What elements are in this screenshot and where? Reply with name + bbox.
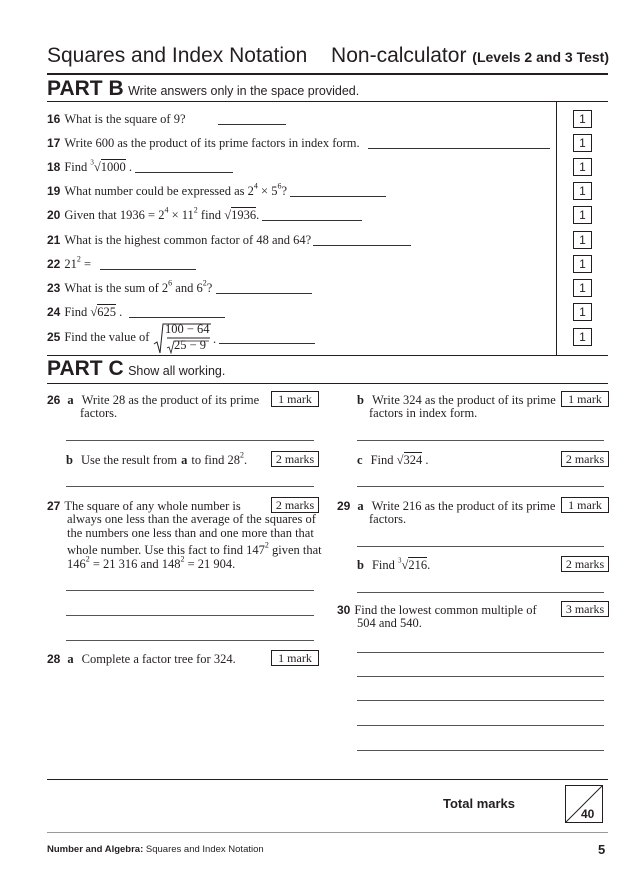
question-26a: 26 a Write 28 as the product of its prime <box>47 393 260 407</box>
total-marks-label: Total marks <box>443 796 516 811</box>
fraction-numerator: 100 − 64 <box>165 322 210 336</box>
part-b-bottom-rule <box>47 355 608 356</box>
mark-28a: 1 mark <box>271 650 319 666</box>
mark-box-19: 1 <box>573 182 592 200</box>
mark-27: 2 marks <box>271 497 319 513</box>
title-sub: Non-calculator <box>331 44 467 67</box>
answer-line-21[interactable] <box>313 245 411 246</box>
header-rule <box>47 73 608 75</box>
total-rule <box>47 779 608 780</box>
question-24: 24 Find √625 . <box>47 305 123 319</box>
answer-line-25[interactable] <box>219 343 315 344</box>
answer-line-22[interactable] <box>100 269 196 270</box>
mark-box-16: 1 <box>573 110 592 128</box>
mark-box-20: 1 <box>573 206 592 224</box>
mark-box-18: 1 <box>573 158 592 176</box>
question-19: 19 What number could be expressed as $2^4 \times 5^6$? <box>47 181 288 198</box>
question-20: 20 Given that $1936 = 2^4 \times 11^2$ find √1936. <box>47 205 260 222</box>
question-16: 16 What is the square of 9? <box>47 112 186 126</box>
question-18: 18 Find $^3$√1000 . <box>47 158 133 174</box>
answer-line-23[interactable] <box>216 293 312 294</box>
title-level: (Levels 2 and 3 Test) <box>472 49 609 65</box>
answer-line-16[interactable] <box>218 124 286 125</box>
mark-29b: 2 marks <box>561 556 609 572</box>
part-b-header <box>47 77 359 101</box>
total-marks-value: 40 <box>581 807 595 821</box>
question-30-line2: 504 and 540. <box>357 616 422 630</box>
question-26b: b Use the result from a to find $28^2$. <box>66 450 248 467</box>
fraction-denominator: 25 − 9 <box>174 338 207 352</box>
mark-26a: 1 mark <box>271 391 319 407</box>
work-line-27-2[interactable] <box>66 615 314 616</box>
question-27-line4: whole number. Use this fact to find $147^2$ given that <box>67 540 322 557</box>
mark-26b: 2 marks <box>271 451 319 467</box>
work-line-26c[interactable] <box>357 486 604 487</box>
work-line-26b-right[interactable] <box>357 440 604 441</box>
question-29a-line2: factors. <box>369 512 407 526</box>
part-b-instruction: Write answers only in the space provided. <box>128 84 360 98</box>
answer-line-24[interactable] <box>129 317 225 318</box>
work-line-27-1[interactable] <box>66 590 314 591</box>
work-line-27-3[interactable] <box>66 640 314 641</box>
work-line-30-1[interactable] <box>357 652 604 653</box>
mark-box-17: 1 <box>573 134 592 152</box>
mark-box-22: 1 <box>573 255 592 273</box>
question-17: 17 Write 600 as the product of its prime factors in index form. <box>47 136 360 150</box>
footer-section <box>47 844 264 855</box>
footer-rule <box>47 832 608 833</box>
mark-29a: 1 mark <box>561 497 609 513</box>
question-29a: 29 a Write 216 as the product of its prime <box>337 499 556 513</box>
part-b-rule <box>47 101 608 102</box>
work-line-26a[interactable] <box>66 440 314 441</box>
work-line-26b[interactable] <box>66 486 314 487</box>
question-28a: 28 a Complete a factor tree for 324. <box>47 652 236 666</box>
question-27-line3: the numbers one less than and one more than that <box>67 526 314 540</box>
question-26c: c Find √324 . <box>357 453 429 467</box>
question-26b-right-line2: factors in index form. <box>369 406 478 420</box>
mark-26b-right: 1 mark <box>561 391 609 407</box>
question-26a-line2: factors. <box>80 406 118 420</box>
mark-box-24: 1 <box>573 303 592 321</box>
question-27-line2: always one less than the average of the squares of <box>67 512 316 526</box>
work-line-30-5[interactable] <box>357 750 604 751</box>
part-b-label: PART B <box>47 77 124 100</box>
mark-box-25: 1 <box>573 328 592 346</box>
title-main: Squares and Index Notation <box>47 44 308 67</box>
page-title <box>47 44 609 68</box>
work-line-30-4[interactable] <box>357 725 604 726</box>
footer-section-label: Number and Algebra: <box>47 844 144 855</box>
work-line-30-3[interactable] <box>357 700 604 701</box>
footer-topic: Squares and Index Notation <box>143 844 264 855</box>
work-line-29b[interactable] <box>357 592 604 593</box>
mark-box-23: 1 <box>573 279 592 297</box>
part-c-instruction: Show all working. <box>128 364 226 378</box>
radical-sign: √ <box>93 160 101 174</box>
answer-line-19[interactable] <box>290 196 386 197</box>
answer-line-17[interactable] <box>368 148 550 149</box>
work-line-30-2[interactable] <box>357 676 604 677</box>
question-29b: b Find $^3$√216. <box>357 556 431 572</box>
question-21: 21 What is the highest common factor of 48 and 64? <box>47 233 312 247</box>
question-22: 22 $21^2$ = <box>47 254 92 271</box>
mark-30: 3 marks <box>561 601 609 617</box>
part-c-header <box>47 357 225 381</box>
mark-26c: 2 marks <box>561 451 609 467</box>
page-number: 5 <box>598 842 606 857</box>
question-26b-right: b Write 324 as the product of its prime <box>357 393 556 407</box>
part-b-divider <box>556 101 557 355</box>
answer-line-18[interactable] <box>135 172 233 173</box>
question-23: 23 What is the sum of $2^6$ and $6^2$? <box>47 278 213 295</box>
answer-line-20[interactable] <box>262 220 362 221</box>
question-25: 25 Find the value of <box>47 330 150 344</box>
question-27-line5: $146^2 = 21$ 316 and $148^2 = 21$ 904. <box>67 554 236 571</box>
work-line-29a[interactable] <box>357 546 604 547</box>
question-27: 27 The square of any whole number is <box>47 499 241 513</box>
question-30: 30 Find the lowest common multiple of <box>337 603 537 617</box>
q25-period: . <box>213 332 217 346</box>
mark-box-21: 1 <box>573 231 592 249</box>
part-c-rule <box>47 383 608 384</box>
part-c-label: PART C <box>47 357 124 380</box>
